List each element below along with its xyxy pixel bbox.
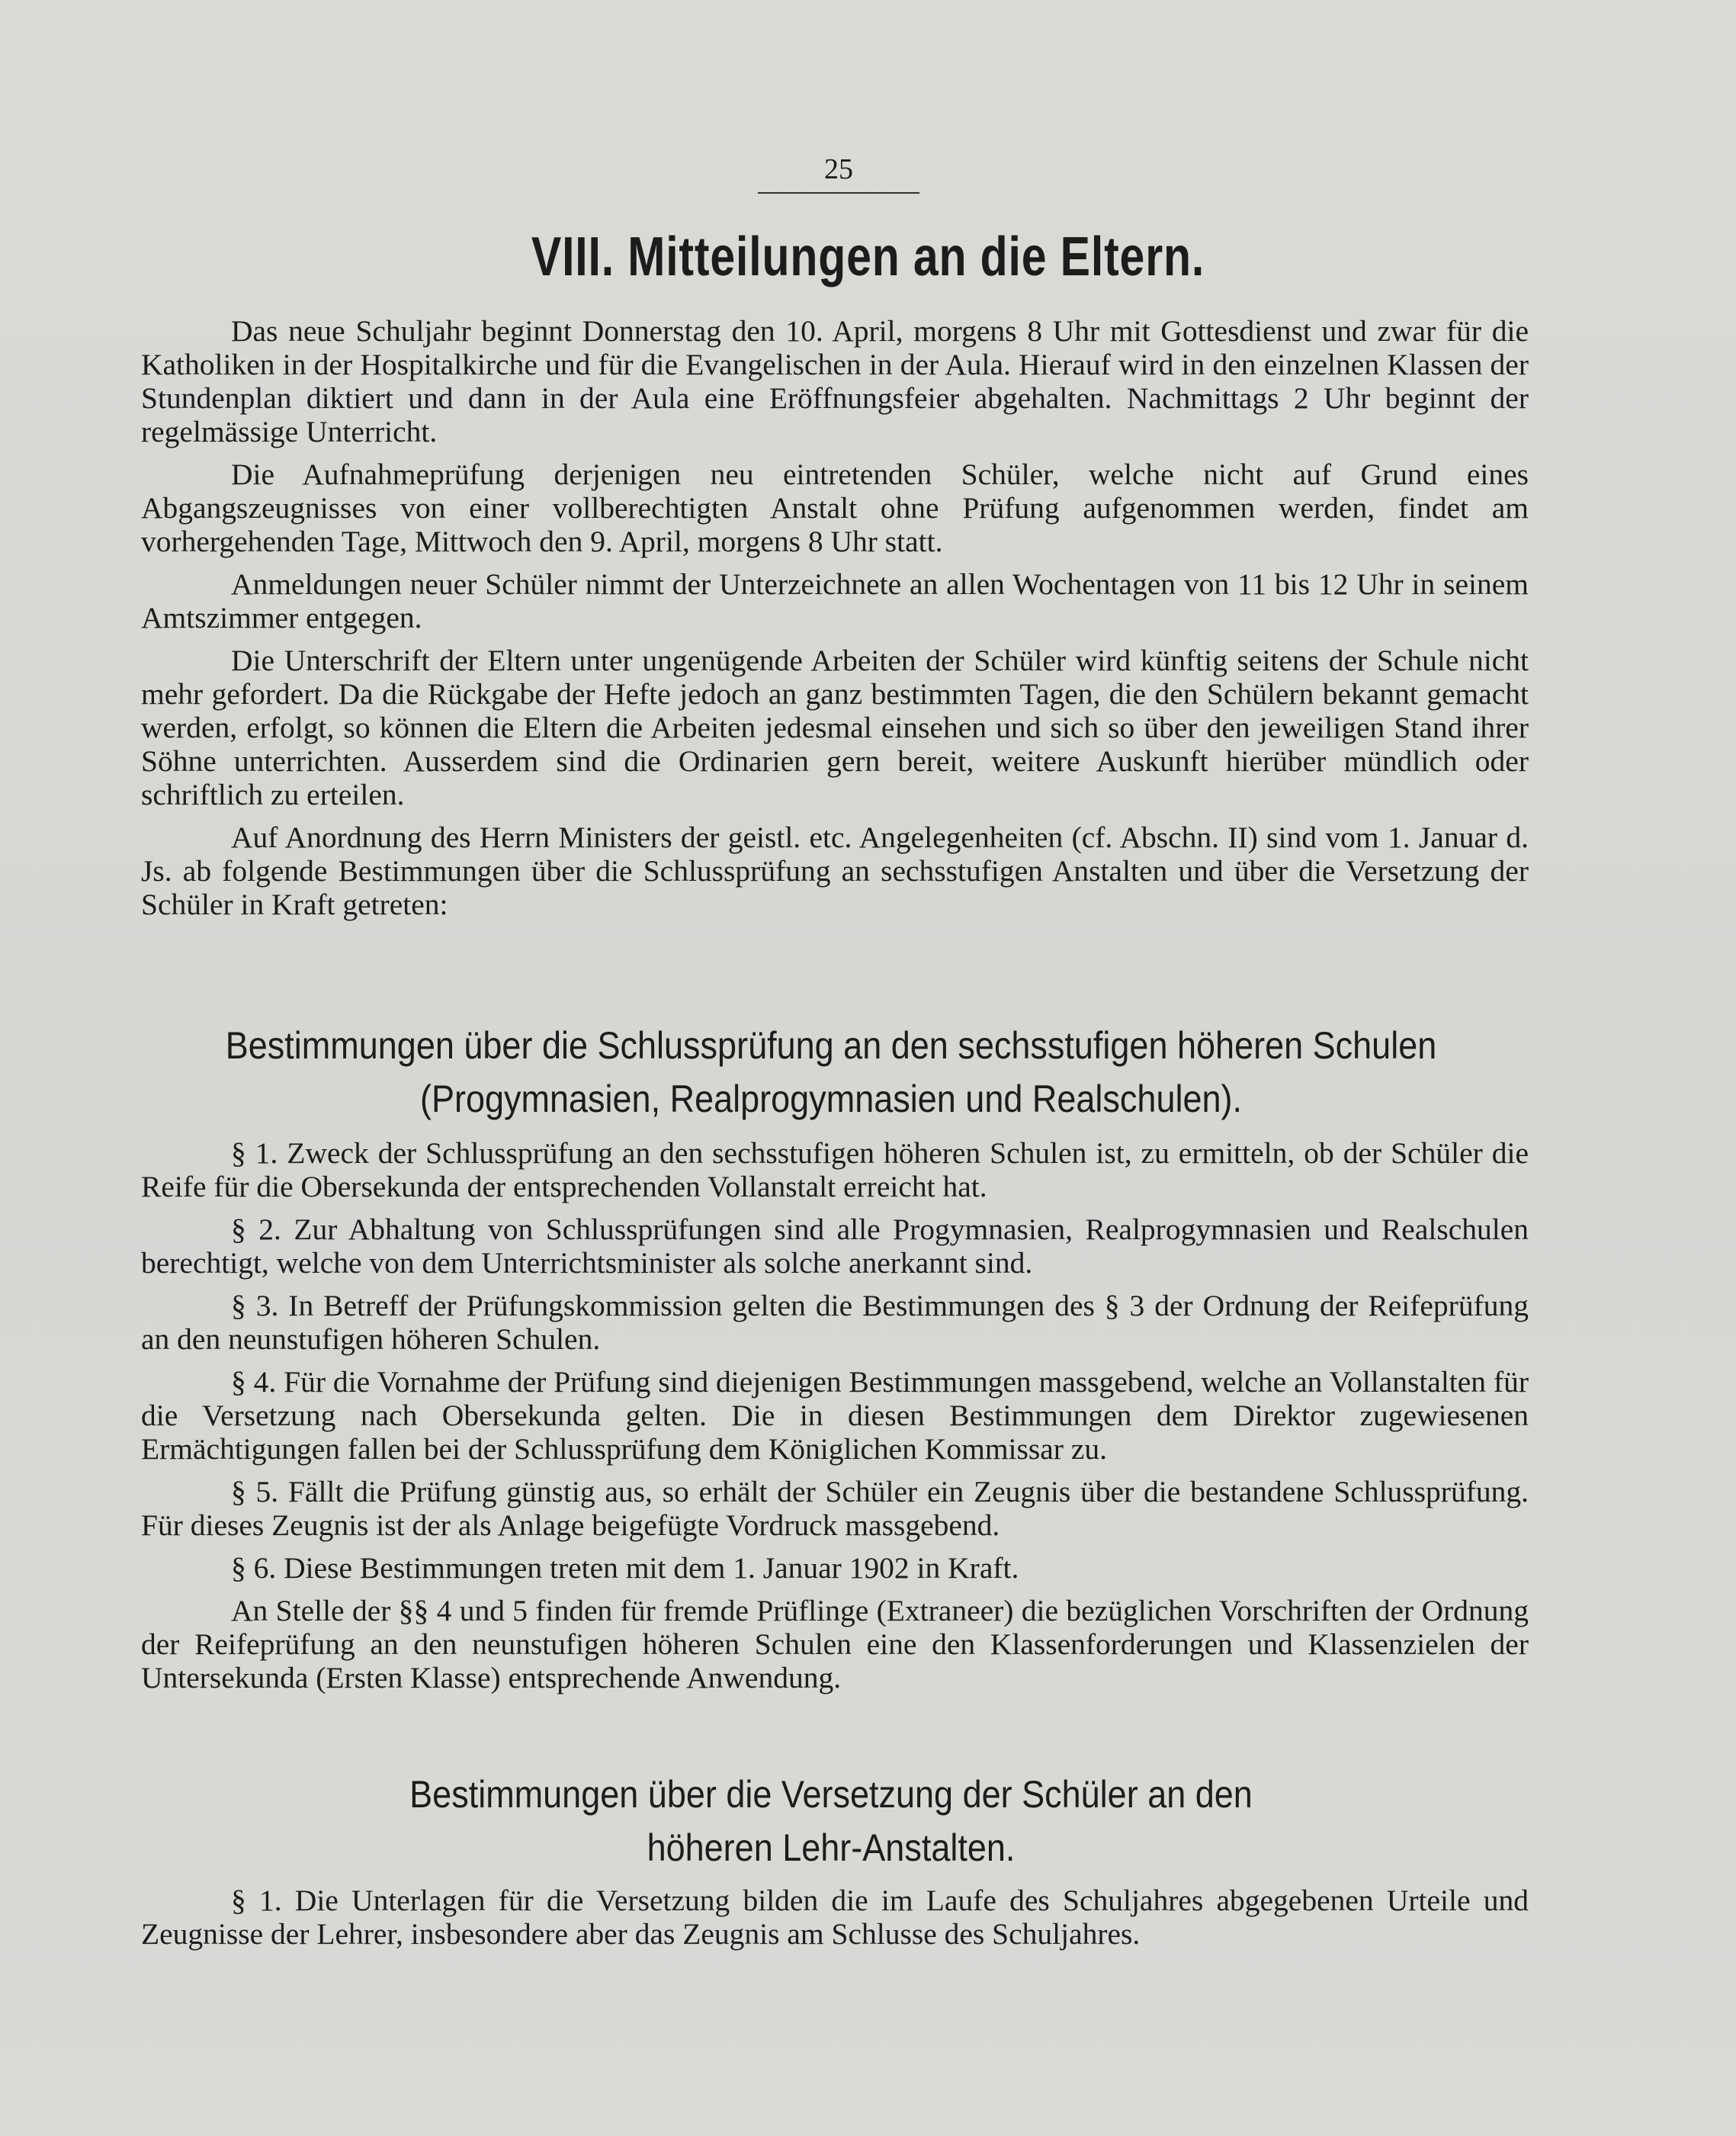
intro-paragraph: Auf Anordnung des Herrn Ministers der geistl. etc. Angelegenheiten (cf. Abschn. II) sind vom 1. Januar d. Js. ab folgende Bestimmungen über die Schlussprüfung an sechsstufigen Anstalten und über die Versetzung der Schüler in Kraft getreten: bbox=[141, 821, 1529, 921]
schlusspruefung-text-block bbox=[141, 1136, 1529, 1704]
paragraph-section-1: § 1. Die Unterlagen für die Versetzung bilden die im Laufe des Schuljahres abgegebenen Urteile und Zeugnisse der Lehrer, insbesondere aber das Zeugnis am Schlusse des Schuljahres. bbox=[141, 1884, 1529, 1951]
paragraph-section-6: § 6. Diese Bestimmungen treten mit dem 1. Januar 1902 in Kraft. bbox=[231, 1551, 1019, 1585]
section-heading-schlusspruefung bbox=[179, 1019, 1483, 1126]
chapter-title: VIII. Mitteilungen an die Eltern. bbox=[531, 226, 1205, 287]
section-heading-line: (Progymnasien, Realprogymnasien und Realschulen). bbox=[419, 1078, 1243, 1120]
intro-paragraph: Das neue Schuljahr beginnt Donnerstag den 10. April, morgens 8 Uhr mit Gottesdienst und zwar für die Katholiken in der Hospitalkirche und für die Evangelischen in der Aula. Hierauf wird in den einzelnen Klassen der Stundenplan diktiert und dann in der Aula eine Eröffnungsfeier abgehalten. Nachmittags 2 Uhr beginnt der regelmässige Unterricht. bbox=[141, 314, 1529, 448]
section-heading-line: Bestimmungen über die Versetzung der Schüler an den bbox=[409, 1773, 1253, 1816]
paragraph-section-5: § 5. Fällt die Prüfung günstig aus, so erhält der Schüler ein Zeugnis über die bestandene Schlussprüfung. Für dieses Zeugnis ist der als Anlage beigefügte Vordruck massgebend. bbox=[141, 1475, 1529, 1542]
paragraph-extraneer: An Stelle der §§ 4 und 5 finden für fremde Prüflinge (Extraneer) die bezüglichen Vorschriften der Ordnung der Reifeprüfung an den neunstufigen höheren Schulen eine den Klassenforderungen und Klassenzielen der Untersekunda (Ersten Klasse) entsprechende Anwendung. bbox=[141, 1594, 1529, 1694]
page-number-rule bbox=[758, 192, 919, 194]
section-heading-line: höheren Lehr-Anstalten. bbox=[647, 1826, 1016, 1869]
intro-paragraph: Anmeldungen neuer Schüler nimmt der Unterzeichnete an allen Wochentagen von 11 bis 12 Uhr in seinem Amtszimmer entgegen. bbox=[141, 567, 1529, 634]
paragraph-section-3: § 3. In Betreff der Prüfungskommission gelten die Bestimmungen des § 3 der Ordnung der Reifeprüfung an den neunstufigen höheren Schulen. bbox=[141, 1289, 1529, 1356]
section-heading-line: Bestimmungen über die Schlussprüfung an den sechsstufigen höheren Schulen bbox=[225, 1024, 1437, 1067]
section-heading-versetzung bbox=[179, 1768, 1483, 1874]
paragraph-section-4: § 4. Für die Vornahme der Prüfung sind diejenigen Bestimmungen massgebend, welche an Vollanstalten für die Versetzung nach Obersekunda gelten. Die in diesen Bestimmungen dem Direktor zugewiesenen Ermächtigungen fallen bei der Schlussprüfung dem Königlichen Kommissar zu. bbox=[141, 1365, 1529, 1466]
intro-paragraph: Die Unterschrift der Eltern unter ungenügende Arbeiten der Schüler wird künftig seitens der Schule nicht mehr gefordert. Da die Rückgabe der Hefte jedoch an ganz bestimmten Tagen, die den Schülern bekannt gemacht werden, erfolgt, so können die Eltern die Arbeiten jedesmal einsehen und sich so über den jeweiligen Stand ihrer Söhne unterrichten. Ausserdem sind die Ordinarien gern bereit, weitere Auskunft hierüber mündlich oder schriftlich zu erteilen. bbox=[141, 644, 1529, 811]
paragraph-section-1: § 1. Zweck der Schlussprüfung an den sechsstufigen höheren Schulen ist, zu ermitteln, ob der Schüler die Reife für die Obersekunda der entsprechenden Vollanstalt erreicht hat. bbox=[141, 1136, 1529, 1203]
intro-paragraph: Die Aufnahmeprüfung derjenigen neu eintretenden Schüler, welche nicht auf Grund eines Abgangszeugnisses von einer vollberechtigten Anstalt ohne Prüfung aufgenommen werden, findet am vorhergehenden Tage, Mittwoch den 9. April, morgens 8 Uhr statt. bbox=[141, 458, 1529, 558]
paragraph-section-2: § 2. Zur Abhaltung von Schlussprüfungen sind alle Progymnasien, Realprogymnasien und Realschulen berechtigt, welche von dem Unterrichtsminister als solche anerkannt sind. bbox=[141, 1213, 1529, 1280]
intro-text-block bbox=[141, 314, 1529, 930]
page-number: 25 bbox=[824, 153, 853, 185]
versetzung-text-block bbox=[141, 1884, 1529, 1960]
